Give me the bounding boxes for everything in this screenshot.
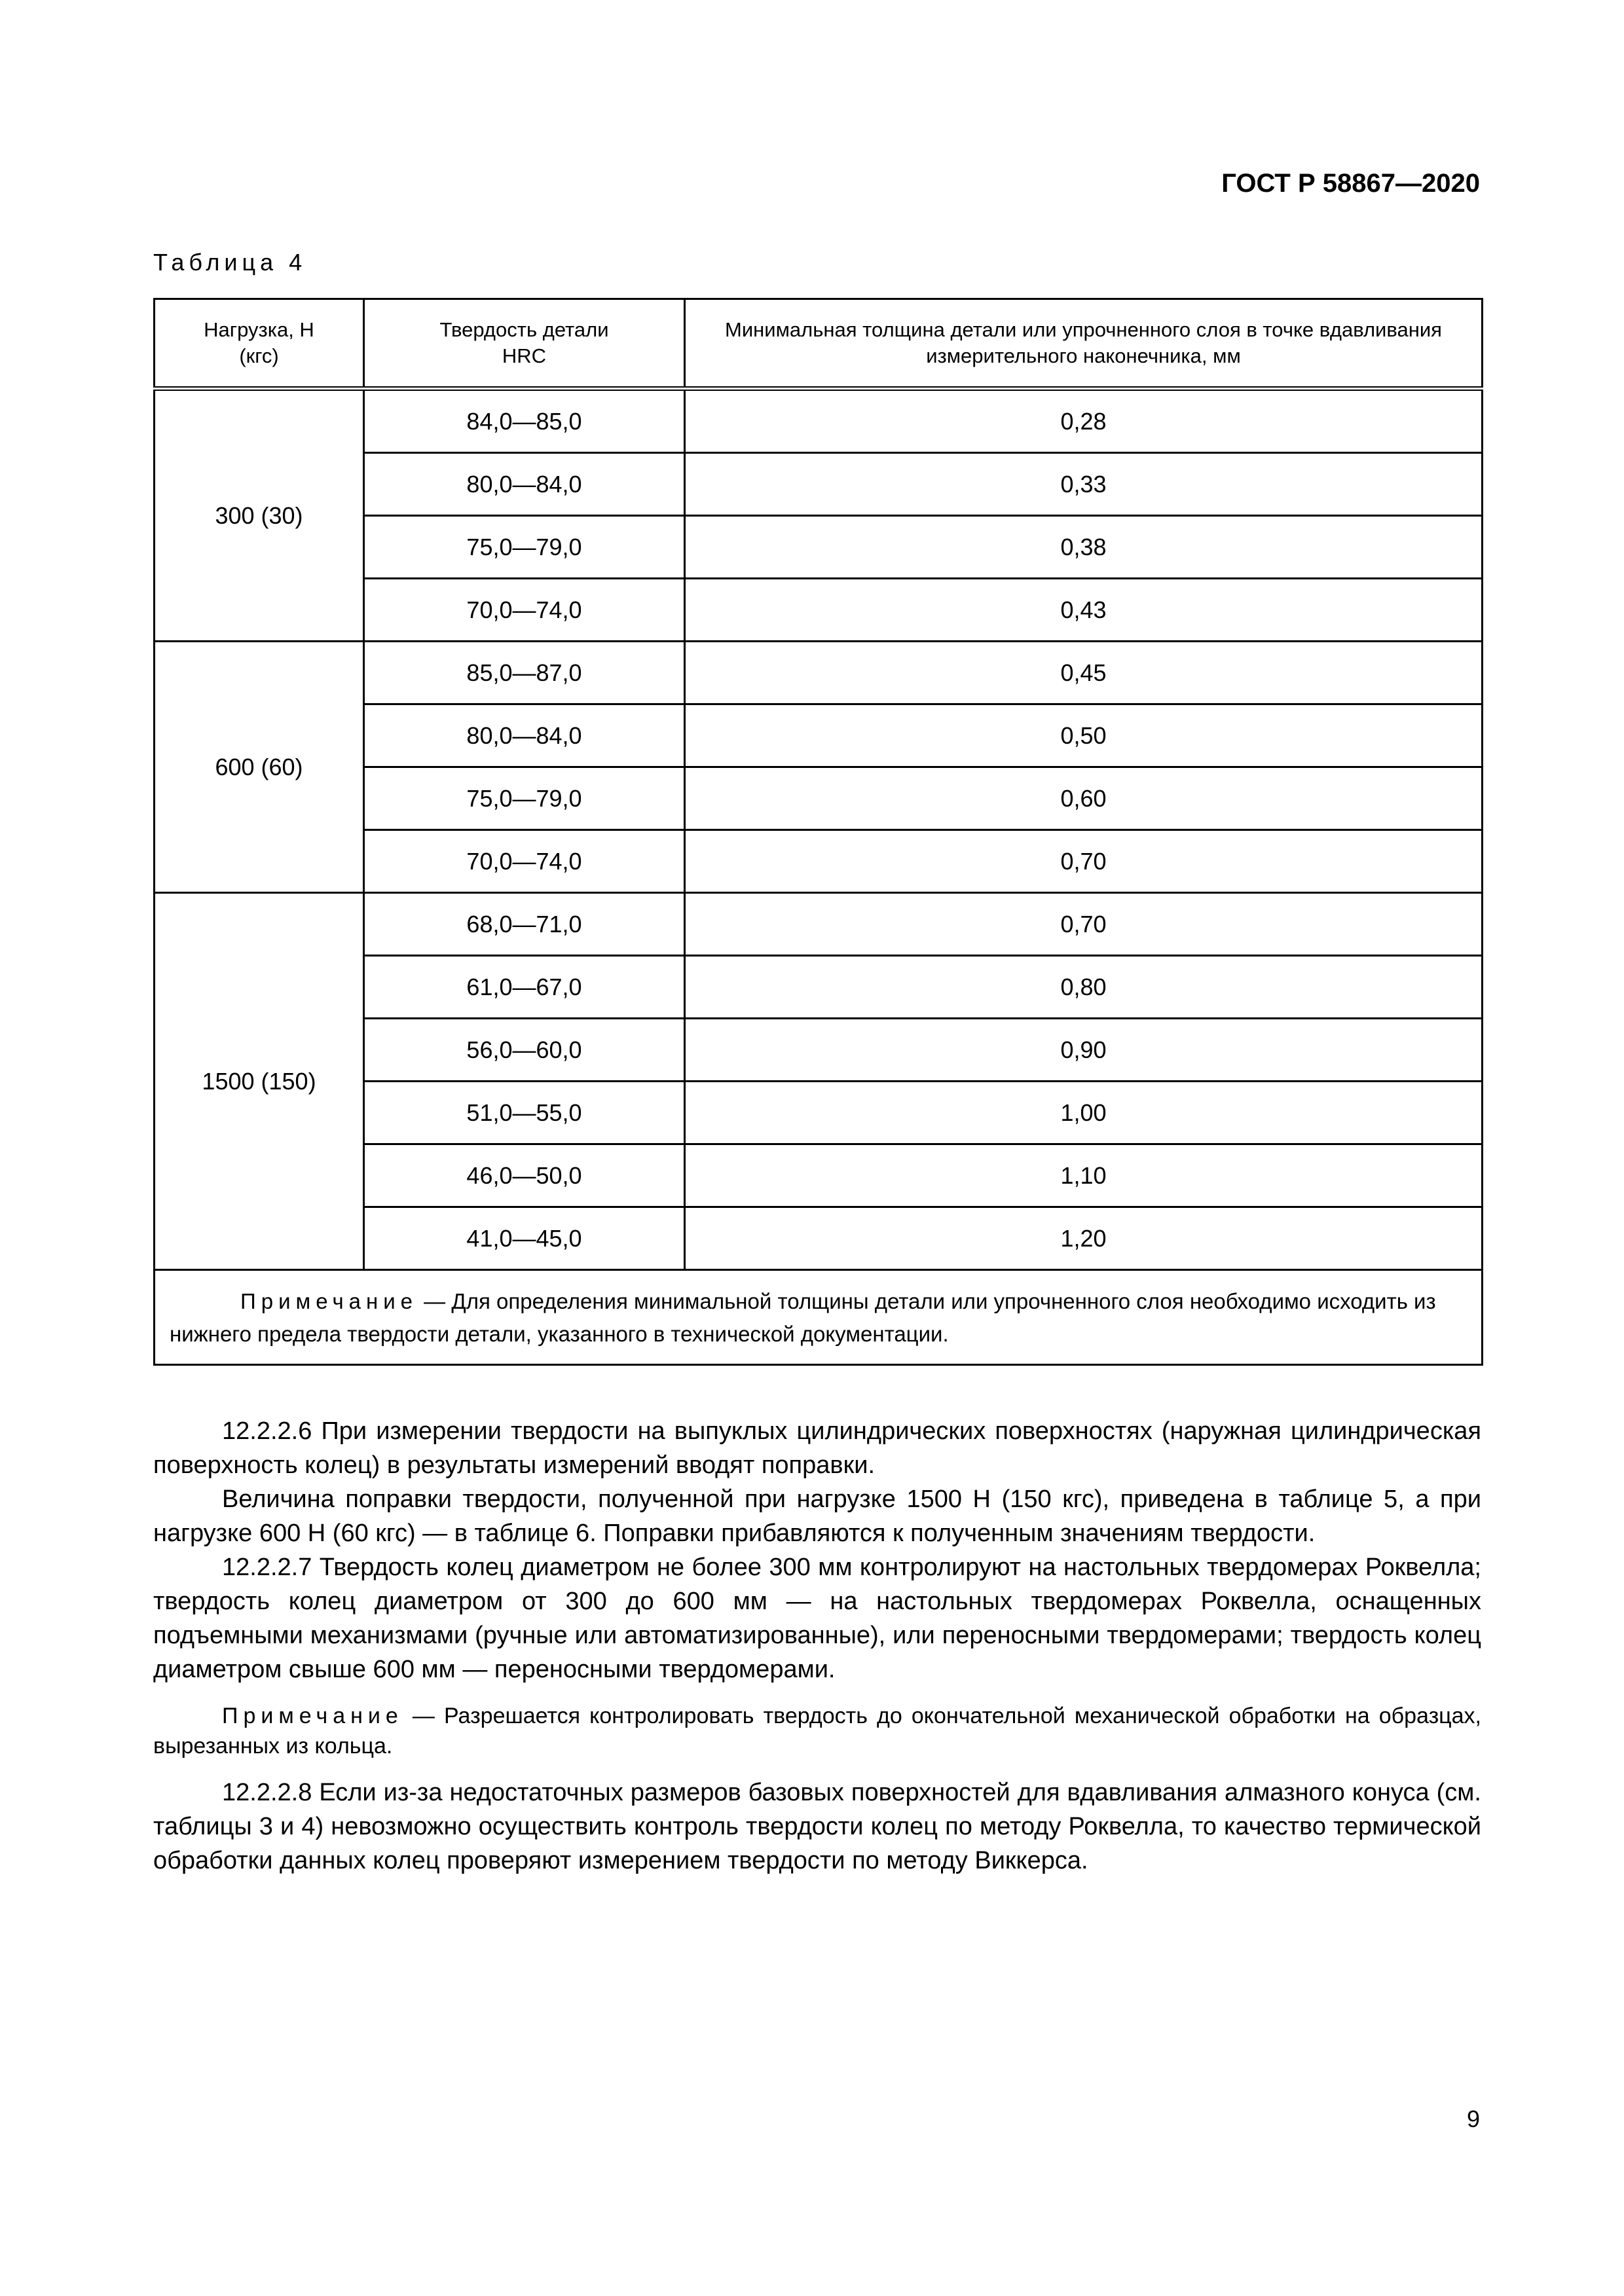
load-cell: 600 (60) (155, 642, 364, 893)
header-thickness (685, 299, 1483, 389)
thickness-cell: 0,38 (685, 516, 1483, 579)
load-cell: 300 (30) (155, 389, 364, 642)
table-row (155, 893, 1483, 956)
load-cell: 1500 (150) (155, 893, 364, 1270)
thickness-cell: 1,20 (685, 1207, 1483, 1270)
hardness-cell: 75,0—79,0 (364, 516, 685, 579)
table-row (155, 642, 1483, 704)
paragraph-12-2-2-8: 12.2.2.8 Если из-за недостаточных размеров базовых поверхностей для вдавливания алмазного конуса (см. таблицы 3 и 4) невозможно осуществить контроль твердости колец по методу Роквелла, то качество термической обработки данных колец проверяют измерением твердости по методу Виккерса. (153, 1779, 1481, 1874)
thickness-cell: 0,90 (685, 1019, 1483, 1082)
body-note-label: Примечание (222, 1704, 403, 1728)
hardness-cell: 75,0—79,0 (364, 767, 685, 830)
header-hardness-line1: Твердость детали (439, 318, 609, 341)
header-hardness-line2: HRC (502, 344, 547, 367)
thickness-cell: 0,80 (685, 956, 1483, 1019)
thickness-cell: 0,50 (685, 704, 1483, 767)
hardness-cell: 70,0—74,0 (364, 830, 685, 893)
table-note-label: Примечание (240, 1289, 418, 1313)
thickness-cell: 1,10 (685, 1144, 1483, 1207)
standard-number: ГОСТ Р 58867—2020 (1221, 169, 1480, 198)
hardness-cell: 85,0—87,0 (364, 642, 685, 704)
thickness-cell: 1,00 (685, 1082, 1483, 1144)
hardness-cell: 80,0—84,0 (364, 704, 685, 767)
hardness-cell: 41,0—45,0 (364, 1207, 685, 1270)
thickness-cell: 0,33 (685, 453, 1483, 516)
table-header-row (155, 299, 1483, 389)
thickness-cell: 0,45 (685, 642, 1483, 704)
hardness-cell: 61,0—67,0 (364, 956, 685, 1019)
thickness-cell: 0,28 (685, 389, 1483, 453)
table-row (155, 389, 1483, 453)
body-text (153, 1414, 1481, 1878)
header-thickness-line2: измерительного наконечника, мм (926, 344, 1241, 367)
header-load (155, 299, 364, 389)
thickness-cell: 0,60 (685, 767, 1483, 830)
page-number: 9 (1466, 2105, 1480, 2132)
hardness-cell: 84,0—85,0 (364, 389, 685, 453)
thickness-cell: 0,70 (685, 830, 1483, 893)
paragraph-12-2-2-6: 12.2.2.6 При измерении твердости на выпуклых цилиндрических поверхностях (наружная цилиндрическая поверхность колец) в результаты измерений вводят поправки. (153, 1417, 1481, 1479)
body-note-text: — Разрешается контролировать твердость до окончательной механической обработки на образцах, вырезанных из кольца. (153, 1704, 1481, 1758)
header-load-line2: (кгс) (239, 344, 279, 367)
paragraph-correction: Величина поправки твердости, полученной при нагрузке 1500 Н (150 кгс), приведена в таблице 5, а при нагрузке 600 Н (60 кгс) — в таблице 6. Поправки прибавляются к полученным значениям твердости. (153, 1485, 1481, 1547)
hardness-cell: 68,0—71,0 (364, 893, 685, 956)
header-thickness-line1: Минимальная толщина детали или упрочненного слоя в точке вдавливания (725, 318, 1442, 341)
paragraph-12-2-2-7: 12.2.2.7 Твердость колец диаметром не более 300 мм контролируют на настольных твердомерах Роквелла; твердость колец диаметром от 300 до 600 мм — на настольных твердомерах Роквелла, оснащенных подъемными механизмами (ручные или автоматизированные), или переносными твердомерами; твердость колец диаметром свыше 600 мм — переносными твердомерами. (153, 1554, 1481, 1683)
table-note-row (155, 1270, 1483, 1365)
header-load-line1: Нагрузка, Н (204, 318, 314, 341)
hardness-cell: 51,0—55,0 (364, 1082, 685, 1144)
thickness-cell: 0,43 (685, 579, 1483, 642)
table-note-text: — Для определения минимальной толщины детали или упрочненного слоя необходимо исходить из нижнего предела твердости детали, указанного в технической документации. (170, 1289, 1436, 1346)
table-label: Таблица 4 (153, 249, 307, 276)
hardness-cell: 70,0—74,0 (364, 579, 685, 642)
thickness-cell: 0,70 (685, 893, 1483, 956)
hardness-cell: 56,0—60,0 (364, 1019, 685, 1082)
body-note (153, 1701, 1481, 1761)
header-hardness (364, 299, 685, 389)
hardness-table (153, 298, 1483, 1366)
hardness-cell: 80,0—84,0 (364, 453, 685, 516)
table-note (155, 1270, 1483, 1365)
hardness-cell: 46,0—50,0 (364, 1144, 685, 1207)
